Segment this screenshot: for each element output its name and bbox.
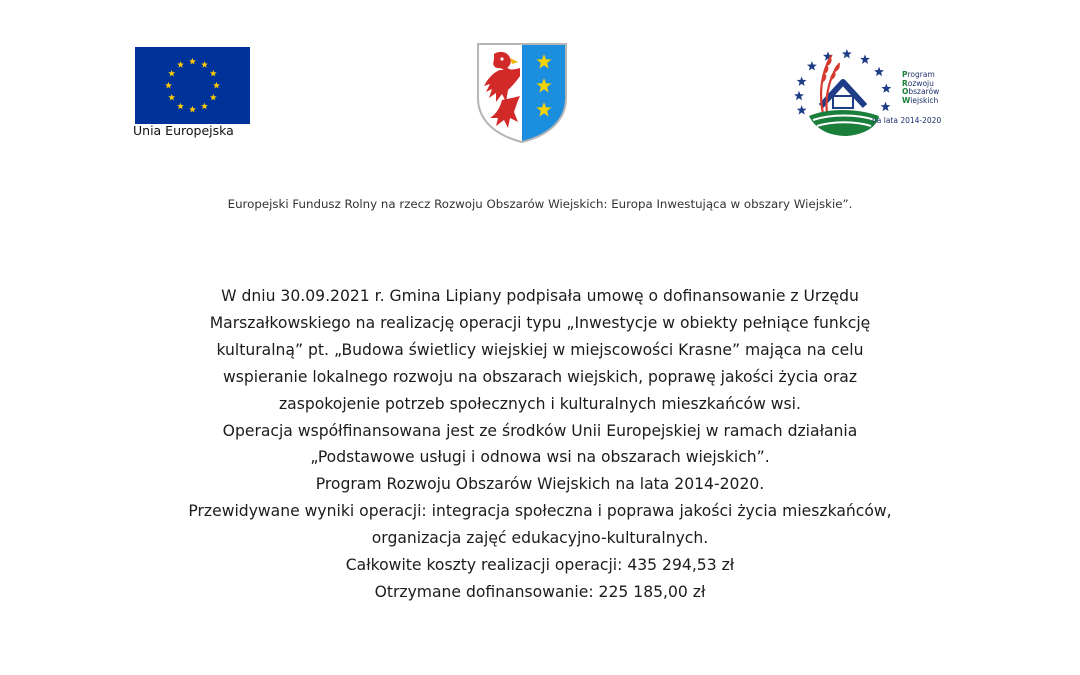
body-line: zaspokojenie potrzeb społecznych i kulturalnych mieszkańców wsi. — [279, 394, 801, 413]
body-line: „Podstawowe usługi i odnowa wsi na obszarach wiejskich”. — [310, 448, 770, 467]
prow-star-icon — [842, 49, 852, 58]
fund-line: Europejski Fundusz Rolny na rzecz Rozwoju Obszarów Wiejskich: Europa Inwestująca w obszary Wiejskie”. — [227, 197, 853, 211]
body-line: Otrzymane dofinansowanie: 225 185,00 zł — [374, 582, 706, 601]
announcement-body — [90, 283, 990, 606]
eu-logo — [133, 47, 251, 142]
prow-star-icon — [881, 84, 891, 93]
body-line: W dniu 30.09.2021 r. Gmina Lipiany podpisała umowę o dofinansowanie z Urzędu — [221, 287, 859, 305]
body-line: wspieranie lokalnego rozwoju na obszarach wiejskich, poprawę jakości życia oraz — [222, 367, 858, 386]
prow-star-icon — [797, 76, 807, 85]
prow-title — [902, 71, 939, 105]
body-line: Operacja współfinansowana jest ze środków Unii Europejskiej w ramach działania — [222, 421, 858, 440]
prow-star-icon — [807, 61, 817, 70]
prow-title-line: Rozwoju — [902, 78, 934, 88]
prow-star-icon — [860, 54, 870, 63]
prow-star-icon — [881, 102, 891, 111]
prow-emblem-icon — [787, 44, 891, 140]
body-line: kulturalną” pt. „Budowa świetlicy wiejskiej w miejscowości Krasne” mająca na celu — [216, 340, 864, 359]
prow-years: na lata 2014-2020 — [872, 116, 942, 125]
body-line: Całkowite koszty realizacji operacji: 435 294,53 zł — [345, 556, 735, 575]
coat-of-arms-icon — [474, 40, 570, 144]
body-line: Program Rozwoju Obszarów Wiejskich na lata 2014-2020. — [315, 475, 765, 494]
prow-title-line: Obszarów — [902, 87, 940, 97]
prow-logo — [787, 44, 957, 142]
body-line: Przewidywane wyniki operacji: integracja społeczna i poprawa jakości życia mieszkańców, — [188, 502, 892, 521]
prow-title-line: Wiejskich — [902, 95, 939, 105]
prow-star-icon — [794, 91, 804, 100]
body-line: Marszałkowskiego na realizację operacji typu „Inwestycje w obiekty pełniące funkcję — [209, 313, 871, 332]
eu-caption: Unia Europejska — [133, 123, 234, 138]
prow-title-line: Program — [902, 70, 935, 79]
prow-star-icon — [797, 105, 807, 114]
body-line: organizacja zajęć edukacyjno-kulturalnych. — [371, 529, 709, 548]
eu-flag-icon — [135, 47, 250, 124]
prow-star-icon — [874, 67, 884, 76]
